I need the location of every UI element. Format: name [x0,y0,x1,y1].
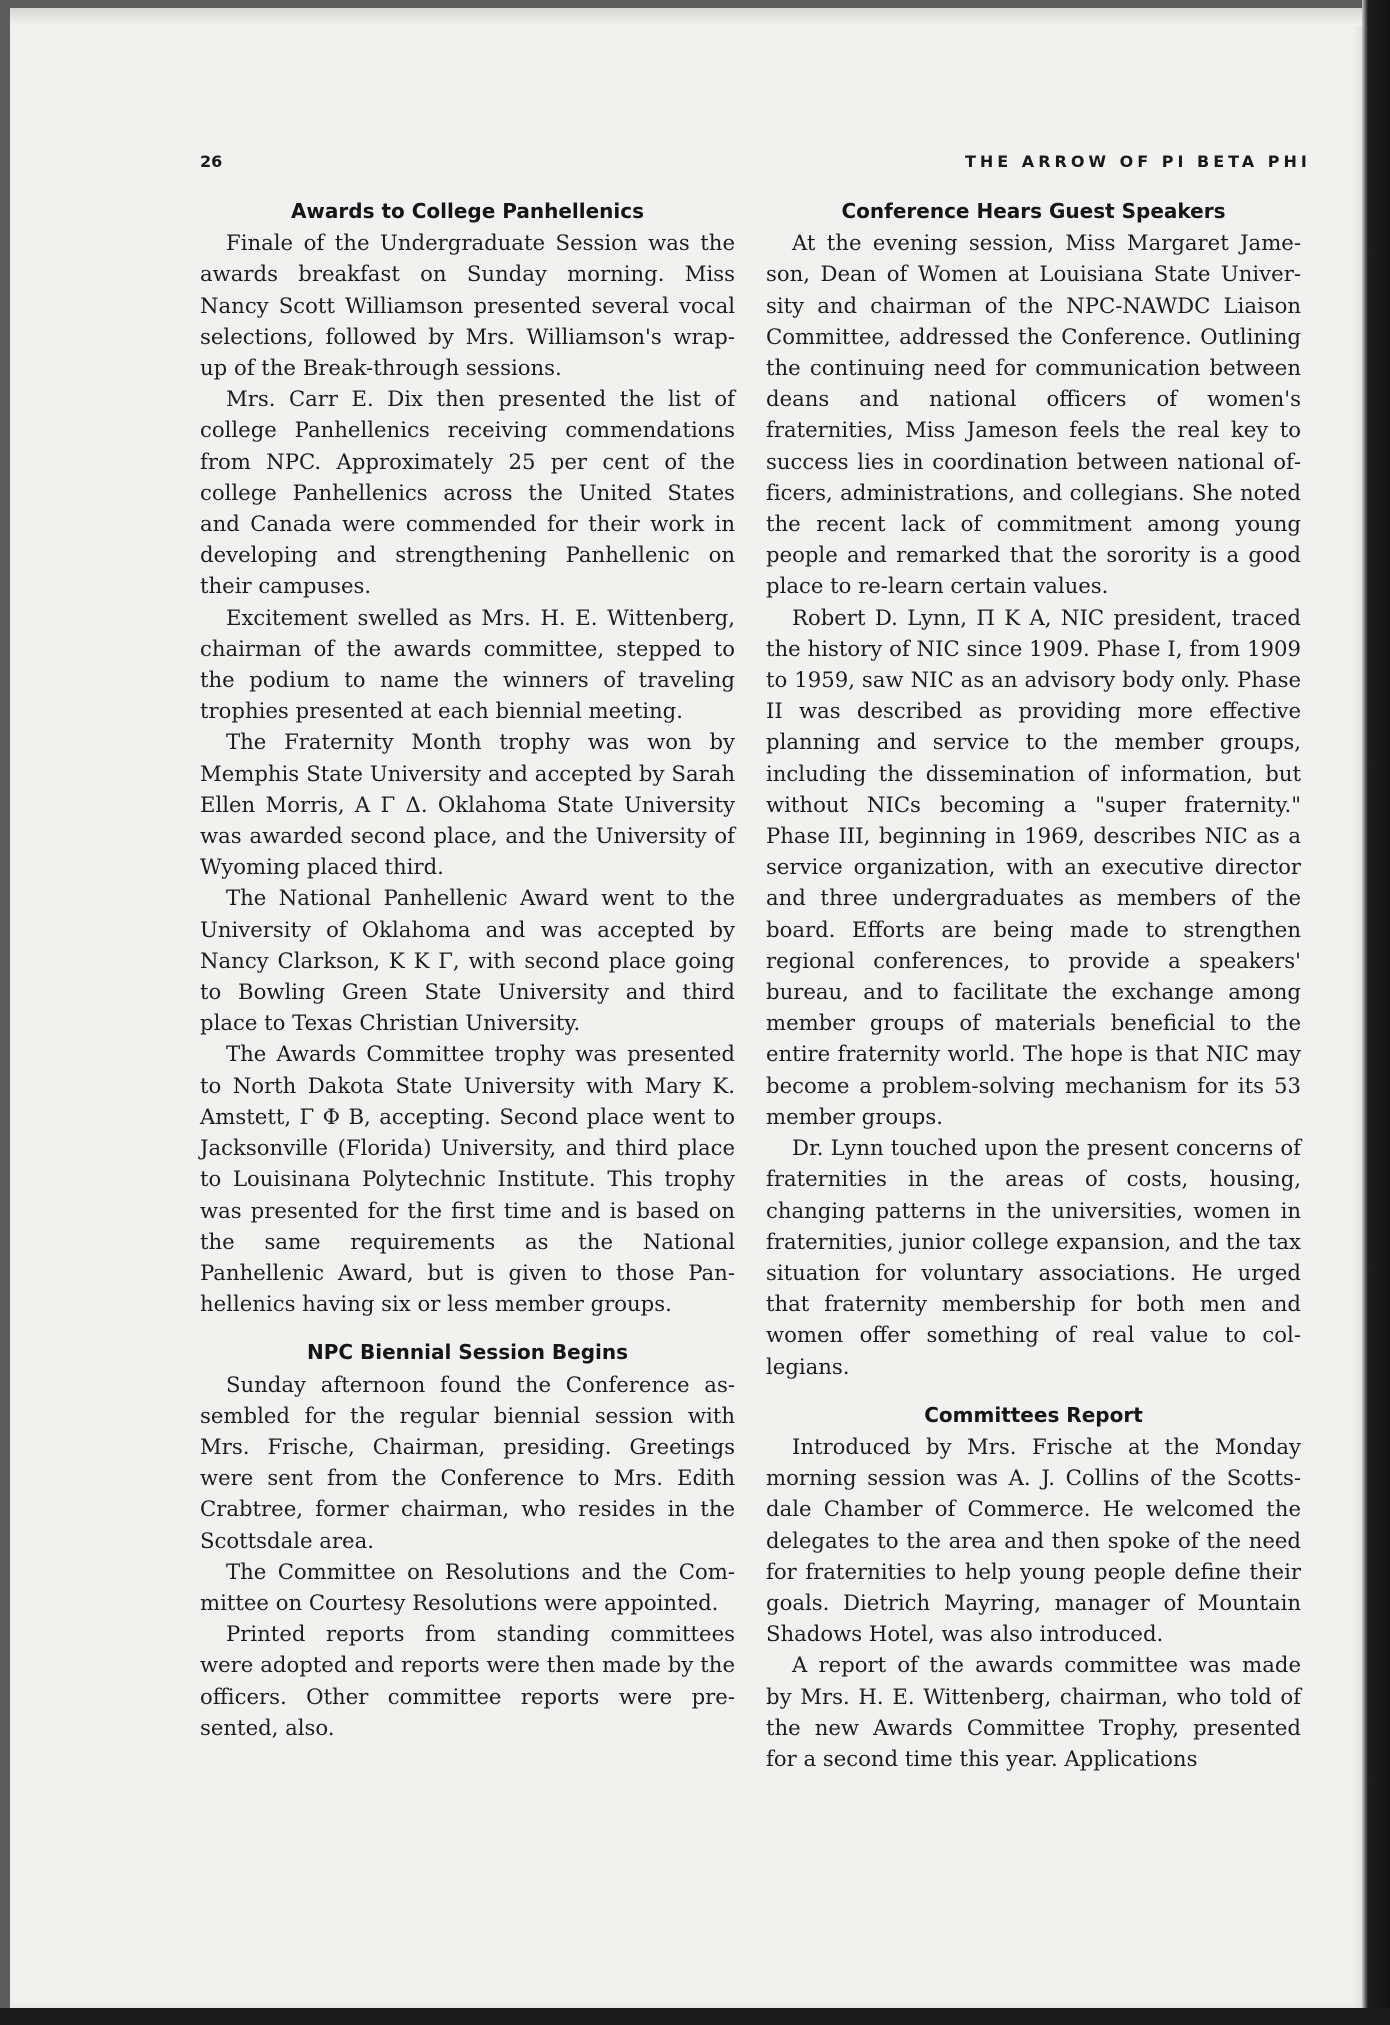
paragraph: Dr. Lynn touched upon the present concerns of fraternities in the areas of costs, housing, changing patterns in the universities, women in fraternities, junior college expansion, and the tax situation for voluntary associations. He urged that fraternity membership for both men and women offer something of real value to collegians. [766,1135,1301,1379]
paragraph: The Awards Committee trophy was presented to North Dakota State University with Mary K. Amstett, Γ Φ Β, accepting. Second place went to Jacksonville (Florida) University, and third place to Louisinana Polytechnic Institute. This trophy was presented for the first time and is based on the same requirements as the National Panhellenic Award, but is given to those Panhellenics having six or less member groups. [200,1041,735,1317]
paragraph: The Fraternity Month trophy was won by Memphis State University and accepted by Sarah Ellen Morris, Α Γ Δ. Oklahoma State University was awarded second place, and the University of Wyoming placed third. [200,729,735,880]
scan-right-border [1362,0,1390,2025]
paragraph: Printed reports from standing committees were adopted and reports were then made by the officers. Other committee reports were presented, also. [200,1621,735,1740]
section-heading-awards: Awards to College Panhellenics [290,199,645,223]
page-number: 26 [200,152,223,171]
paragraph: The National Panhellenic Award went to the University of Oklahoma and was accepted by Nancy Clarkson, Κ Κ Γ, with second place going to Bowling Green State University and third place to Texas Christian University. [200,885,735,1036]
section-heading-committees-report: Committees Report [924,1402,1143,1427]
paragraph: Mrs. Carr E. Dix then presented the list of college Panhellenics receiving commendations from NPC. Approximately 25 per cent of the college Panhellenics across the United States and Canada were commended for their work in developing and strengthening Panhellenic on their campuses. [200,386,735,599]
running-header-title: THE ARROW OF PI BETA PHI [965,152,1311,171]
paragraph: Finale of the Undergraduate Session was the awards breakfast on Sunday morning. Miss Nancy Scott Williamson presented several vocal selections, followed by Mrs. Williamson's wrap-up of the Break-through sessions. [200,230,735,381]
paragraph: Introduced by Mrs. Frische at the Monday morning session was A. J. Collins of the Scottsdale Chamber of Commerce. He welcomed the delegates to the area and then spoke of the need for fraternities to help young people define their goals. Dietrich Mayring, manager of Mountain Shadows Hotel, was also introduced. [766,1433,1301,1647]
paragraph: A report of the awards committee was made by Mrs. H. E. Wittenberg, chairman, who told of the new Awards Committee Trophy, presented for a second time this year. Applications [766,1652,1301,1771]
left-column [200,196,735,1743]
paragraph: Excitement swelled as Mrs. H. E. Wittenberg, chairman of the awards committee, stepped to the podium to name the winners of traveling trophies presented at each biennial meeting. [200,604,735,724]
section-heading-guest-speakers: Conference Hears Guest Speakers [841,199,1226,223]
paragraph: Sunday afternoon found the Conference assembled for the regular biennial session with Mrs. Frische, Chairman, presiding. Greetings were sent from the Conference to Mrs. Edith Crabtree, former chairman, who resides in the Scottsdale area. [200,1371,735,1553]
paragraph: Robert D. Lynn, Π Κ Α, NIC president, traced the history of NIC since 1909. Phase I, from 1909 to 1959, saw NIC as an advisory body only. Phase II was described as providing more effective planning and service to the member groups, including the dissemination of information, but without NICs becoming a "super fraternity." Phase III, beginning in 1969, describes NIC as a service organization, with an executive director and three undergraduates as members of the board. Efforts are being made to strengthen regional conferences, to provide a speakers' bureau, and to facilitate the exchange among member groups of materials beneficial to the entire fraternity world. The hope is that NIC may become a problem-solving mechanism for its 53 member groups. [766,604,1301,1129]
paragraph: The Committee on Resolutions and the Committee on Courtesy Resolutions were appointed. [200,1558,735,1615]
scan-top-edge [10,8,1365,26]
right-column [766,196,1301,1774]
scan-bottom-border [0,2008,1390,2025]
section-heading-npc-biennial: NPC Biennial Session Begins [306,1340,629,1365]
paragraph: At the evening session, Miss Margaret Jameson, Dean of Women at Louisiana State University and chairman of the NPC-NAWDC Liaison Committee, addressed the Conference. Outlining the continuing need for communication between deans and national officers of women's fraternities, Miss Jameson feels the real key to success lies in coordination between national officers, administrations, and collegians. She noted the recent lack of commitment among young people and remarked that the sorority is a good place to re-learn certain values. [766,230,1301,599]
